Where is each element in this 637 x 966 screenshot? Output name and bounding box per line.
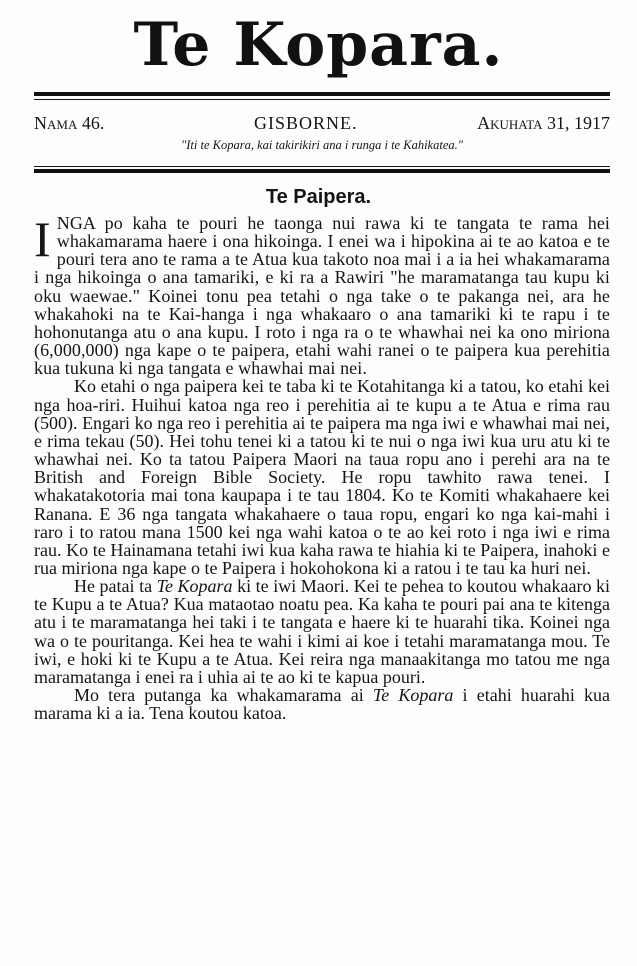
paragraph-4-text-b: i etahi huarahi kua marama ki a ia. Tena koutou katoa. (34, 685, 610, 724)
issue-line (34, 113, 610, 137)
article-paragraph-4 (34, 686, 610, 722)
article-paragraph-2: Ko etahi o nga paipera kei te taba ki te Kotahitanga ki a tatou, ko etahi kei nga hoa-riri. Huihui katoa nga reo i perehitia ai te kupu a te Atua e rima rau (500). Engari ko nga reo i perehitia ai te paipera ma nga iwi e whawhai mai nei, e rima tekau (50). Hei tohu tenei ki a tatou ki te nui o nga iwi kua uru atu ki te whawhai nei. Ko ta tatou Paipera Maori na taua ropu ano i perehi ara na te British and Foreign Bible Society. He ropu tawhito rawa tenei. I whakatakotoria mai tona kaupapa i te tau 1804. Ko te Komiti whakahaere kei Ranana. E 36 nga tangata whakahaere o taua ropu, engari ko nga kai-mahi i raro i to ratou mana 1500 kei nga wahi katoa o te ao kei roto i nga iwi e rima rau. Ko te Hainamana tetahi iwi kua kaha rawa te hiahia ki te Paipera, inahoki e rua miriona nga kape o te Paipera i hokohokona ki a ratou i te tau ka huri nei. (34, 376, 610, 578)
header-rule-thick (34, 169, 610, 173)
paragraph-3-text-a: He patai ta (74, 576, 157, 597)
article-paragraph-1 (34, 211, 610, 379)
paper-name-italic: Te Kopara (372, 685, 454, 706)
masthead-rule-thin (34, 99, 610, 100)
masthead-title: Te Kopara. (133, 10, 504, 80)
issue-date: Akuhata 31, 1917 (477, 113, 610, 133)
paragraph-3-text-b: ki te iwi Maori. Kei te pehea to koutou whakaaro ki te Kupu a te Atua? Kua mataotao noatu pea. Ka kaha te pouri pai ana te kitenga atu i te maramatanga hei taki i te tangata e haere ki te huarahi tika. Koinei nga wa o te pouritanga. Kei hea te wahi i kimi ai koe i tetahi maramatanga mou. Te iwi, e hoki ki te Kupu a te Atua. Kei reira nga manaakitanga mo tatou me nga maramatanga i enei ra i uhia ai te ao ki te kapua pouri. (34, 576, 611, 687)
issue-number: Nama 46. (34, 113, 105, 133)
article-body (34, 211, 611, 724)
paragraph-1-text: NGA po kaha te pouri he taonga nui rawa ki te tangata te rama hei whakamarama haere i ona hikoinga. I enei wa i hipokina ai te ao katoa e te pouri tera ano te rama a te Atua kua takoto noa mai i a ia hei whakamarama i nga hikoinga o ana tamariki, e ki ra a Rawiri "he maramatanga tau kupu ki oku waewae." Koinei tonu pea tetahi o nga take o te pakanga nei, ara he whakahoki na te Kai-hanga i nga whakaaro o ana tamariki ki te rapu i te hohonutanga atu o ana kupu. I roto i nga ra o te whawhai nei ka ono miriona (6,000,000) nga kape o te paipera, etahi wahi ranei o te paipera kua perehitia kua tukuna ki nga tangata e whawhai mai nei. (34, 213, 610, 379)
paper-name-italic: Te Kopara (156, 576, 233, 597)
masthead-rule-thick (34, 92, 610, 96)
drop-cap: I (34, 211, 51, 267)
article-title: Te Paipera. (265, 186, 372, 208)
paragraph-4-text-a: Mo tera putanga ka whakamarama ai (74, 685, 373, 706)
article-paragraph-3 (34, 577, 610, 686)
issue-place: GISBORNE. (254, 113, 358, 133)
masthead-motto: "Iti te Kopara, kai takirikiri ana i runga i te Kahikatea." (180, 138, 463, 152)
header-rule-thin (34, 166, 610, 167)
